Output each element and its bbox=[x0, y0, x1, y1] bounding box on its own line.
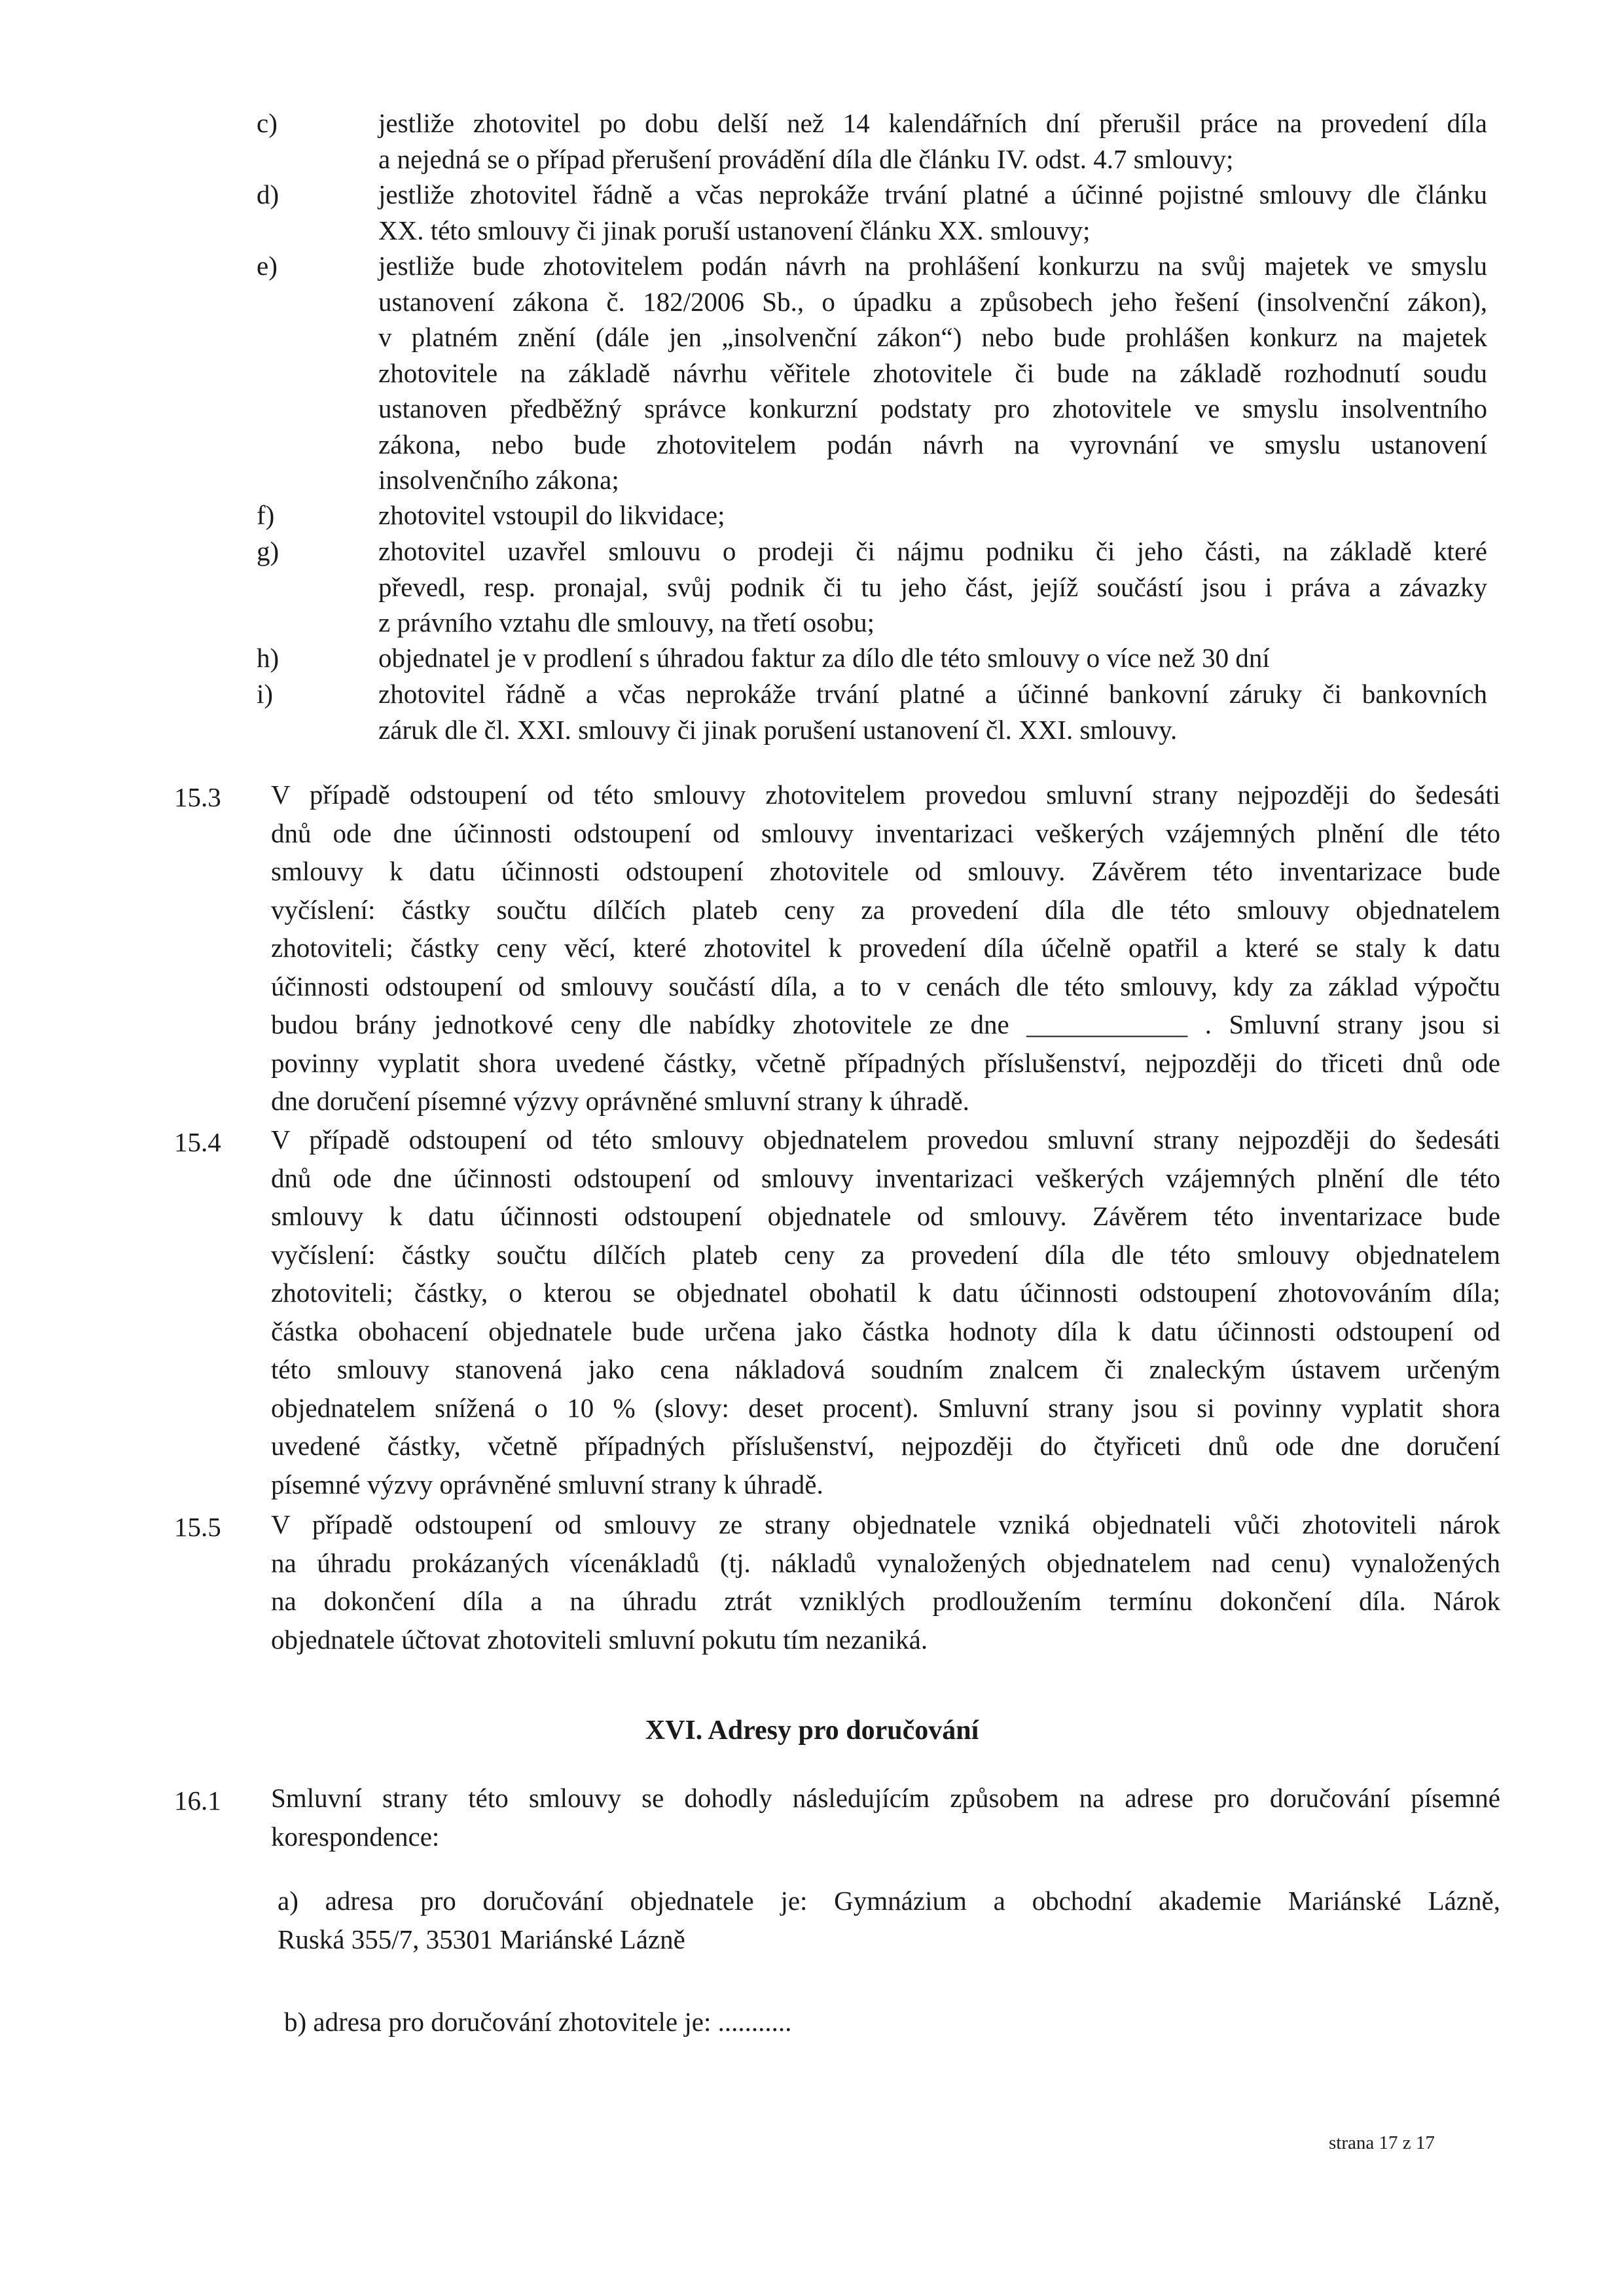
text-line: V případě odstoupení od smlouvy ze strany objednatele vzniká objednateli vůči zhotoviteli nárok bbox=[271, 1509, 1500, 1539]
text-line: zhotovitele na základě návrhu věřitele zhotovitele či bude na základě rozhodnutí soudu bbox=[378, 357, 1487, 388]
paragraph bbox=[278, 1882, 1500, 1958]
list-item bbox=[257, 640, 1487, 676]
paragraph bbox=[174, 1779, 1500, 1856]
text-line: převedl, resp. pronajal, svůj podnik či tu jeho část, jejíž součástí jsou i práva a závazky bbox=[378, 571, 1487, 602]
text-line: povinny vyplatit shora uvedené částky, včetně případných příslušenství, nejpozději do třiceti dnů ode bbox=[271, 1047, 1500, 1078]
text-line: objednatelem snížená o 10 % (slovy: deset procent). Smluvní strany jsou si povinny vyplatit shora bbox=[271, 1392, 1500, 1423]
text-line: dne doručení písemné výzvy oprávněné smluvní strany k úhradě. bbox=[271, 1086, 969, 1116]
text-line: jestliže zhotovitel po dobu delší než 14 kalendářních dní přerušil práce na provedení díla bbox=[378, 108, 1487, 138]
text-line: smlouvy k datu účinnosti odstoupení zhotovitele od smlouvy. Závěrem této inventarizace bude bbox=[271, 856, 1500, 886]
text-line: Ruská 355/7, 35301 Mariánské Lázně bbox=[278, 1924, 685, 1954]
text-line: na úhradu prokázaných vícenákladů (tj. nákladů vynaložených objednatelem nad cenu) vynaložených bbox=[271, 1547, 1500, 1578]
text-line: dnů ode dne účinnosti odstoupení od smlouvy inventarizaci veškerých vzájemných plnění dle této bbox=[271, 1162, 1500, 1193]
paragraph-number: 15.5 bbox=[174, 1512, 221, 1542]
text-line: zhotovitel řádně a včas neprokáže trvání platné a účinné bankovní záruky či bankovních bbox=[378, 679, 1487, 709]
paragraph-number: 15.4 bbox=[174, 1127, 221, 1157]
text-line: této smlouvy stanovená jako cena nákladová soudním znalcem či znaleckým ústavem určeným bbox=[271, 1354, 1500, 1384]
paragraph-number: 15.3 bbox=[174, 782, 221, 812]
text-line: jestliže zhotovitel řádně a včas neprokáže trvání platné a účinné pojistné smlouvy dle článku bbox=[378, 179, 1487, 209]
text-line: budou brány jednotkové ceny dle nabídky zhotovitele ze dne ____________ . Smluvní strany jsou si bbox=[271, 1009, 1500, 1039]
list-item-label: h) bbox=[257, 643, 280, 673]
list-item bbox=[257, 676, 1487, 747]
list-item-label: d) bbox=[257, 179, 280, 209]
section-heading: XVI. Adresy pro doručování bbox=[645, 1715, 979, 1746]
text-line: insolvenčního zákona; bbox=[378, 465, 619, 495]
text-line: zhotoviteli; částky, o kterou se objednatel obohatil k datu účinnosti odstoupení zhotovováním díla; bbox=[271, 1278, 1500, 1308]
list-item-label: i) bbox=[257, 679, 274, 709]
text-line: z právního vztahu dle smlouvy, na třetí osobu; bbox=[378, 607, 875, 637]
text-line: vyčíslení: částky součtu dílčích plateb ceny za provedení díla dle této smlouvy objednatelem bbox=[271, 1239, 1500, 1270]
paragraph bbox=[174, 1121, 1500, 1503]
text-line: Smluvní strany této smlouvy se dohodly následujícím způsobem na adrese pro doručování písemné bbox=[271, 1783, 1500, 1813]
list-item-label: c) bbox=[257, 108, 278, 138]
text-line: ustanovení zákona č. 182/2006 Sb., o úpadku a způsobech jeho řešení (insolvenční zákon), bbox=[378, 286, 1487, 317]
text-line: vyčíslení: částky součtu dílčích plateb ceny za provedení díla dle této smlouvy objednatelem bbox=[271, 894, 1500, 925]
text-line: V případě odstoupení od této smlouvy zhotovitelem provedou smluvní strany nejpozději do šedesáti bbox=[271, 780, 1500, 810]
text-line: zhotoviteli; částky ceny věcí, které zhotovitel k provedení díla účelně opatřil a které se staly k datu bbox=[271, 933, 1500, 963]
text-line: záruk dle čl. XXI. smlouvy či jinak porušení ustanovení čl. XXI. smlouvy. bbox=[378, 714, 1178, 745]
text-line: V případě odstoupení od této smlouvy objednatelem provedou smluvní strany nejpozději do šedesáti bbox=[271, 1124, 1500, 1155]
paragraph bbox=[174, 776, 1500, 1121]
text-line: XX. této smlouvy či jinak poruší ustanovení článku XX. smlouvy; bbox=[378, 215, 1091, 245]
list-item bbox=[257, 533, 1487, 641]
list-item bbox=[257, 248, 1487, 498]
text-line: ustanoven předběžný správce konkurzní podstaty pro zhotovitele ve smyslu insolventního bbox=[378, 393, 1487, 423]
text-line: uvedené částky, včetně případných příslušenství, nejpozději do čtyřiceti dnů ode dne doručení bbox=[271, 1431, 1500, 1461]
list-item-label: e) bbox=[257, 251, 278, 281]
list-item bbox=[257, 105, 1487, 177]
paragraph bbox=[284, 2003, 1500, 2041]
text-line: a) adresa pro doručování objednatele je: Gymnázium a obchodní akademie Mariánské Lázně, bbox=[278, 1886, 1500, 1916]
text-line: zhotovitel vstoupil do likvidace; bbox=[378, 500, 725, 530]
text-line: objednatele účtovat zhotoviteli smluvní pokutu tím nezaniká. bbox=[271, 1624, 928, 1655]
text-line: písemné výzvy oprávněné smluvní strany k úhradě. bbox=[271, 1469, 823, 1499]
text-line: částka obohacení objednatele bude určena jako částka hodnoty díla k datu účinnosti odstoupení od bbox=[271, 1316, 1500, 1346]
text-line: na dokončení díla a na úhradu ztrát vzniklých prodloužením termínu dokončení díla. Nárok bbox=[271, 1586, 1500, 1616]
text-line: smlouvy k datu účinnosti odstoupení objednatele od smlouvy. Závěrem této inventarizace bude bbox=[271, 1201, 1500, 1231]
paragraph bbox=[174, 1505, 1500, 1659]
list-item bbox=[257, 497, 1487, 533]
text-line: účinnosti odstoupení od smlouvy součástí díla, a to v cenách dle této smlouvy, kdy za základ výpočtu bbox=[271, 971, 1500, 1001]
text-line: zákona, nebo bude zhotovitelem podán návrh na vyrovnání ve smyslu ustanovení bbox=[378, 429, 1487, 459]
text-line: korespondence: bbox=[271, 1821, 440, 1852]
page-number: strana 17 z 17 bbox=[1329, 2132, 1435, 2153]
text-line: a nejedná se o případ přerušení provádění díla dle článku IV. odst. 4.7 smlouvy; bbox=[378, 143, 1234, 174]
text-line: dnů ode dne účinnosti odstoupení od smlouvy inventarizaci veškerých vzájemných plnění dle této bbox=[271, 817, 1500, 848]
paragraph-number: 16.1 bbox=[174, 1785, 221, 1816]
text-line: objednatel je v prodlení s úhradou faktur za dílo dle této smlouvy o více než 30 dní bbox=[378, 643, 1270, 673]
text-line: v platném znění (dále jen „insolvenční zákon“) nebo bude prohlášen konkurz na majetek bbox=[378, 322, 1487, 352]
text-line: jestliže bude zhotovitelem podán návrh na prohlášení konkurzu na svůj majetek ve smyslu bbox=[378, 251, 1487, 281]
list-item-label: f) bbox=[257, 500, 275, 530]
list-item-label: g) bbox=[257, 536, 280, 566]
text-line: zhotovitel uzavřel smlouvu o prodeji či nájmu podniku či jeho části, na základě které bbox=[378, 536, 1487, 566]
text-line: b) adresa pro doručování zhotovitele je: ........... bbox=[284, 2007, 792, 2037]
list-item bbox=[257, 177, 1487, 248]
